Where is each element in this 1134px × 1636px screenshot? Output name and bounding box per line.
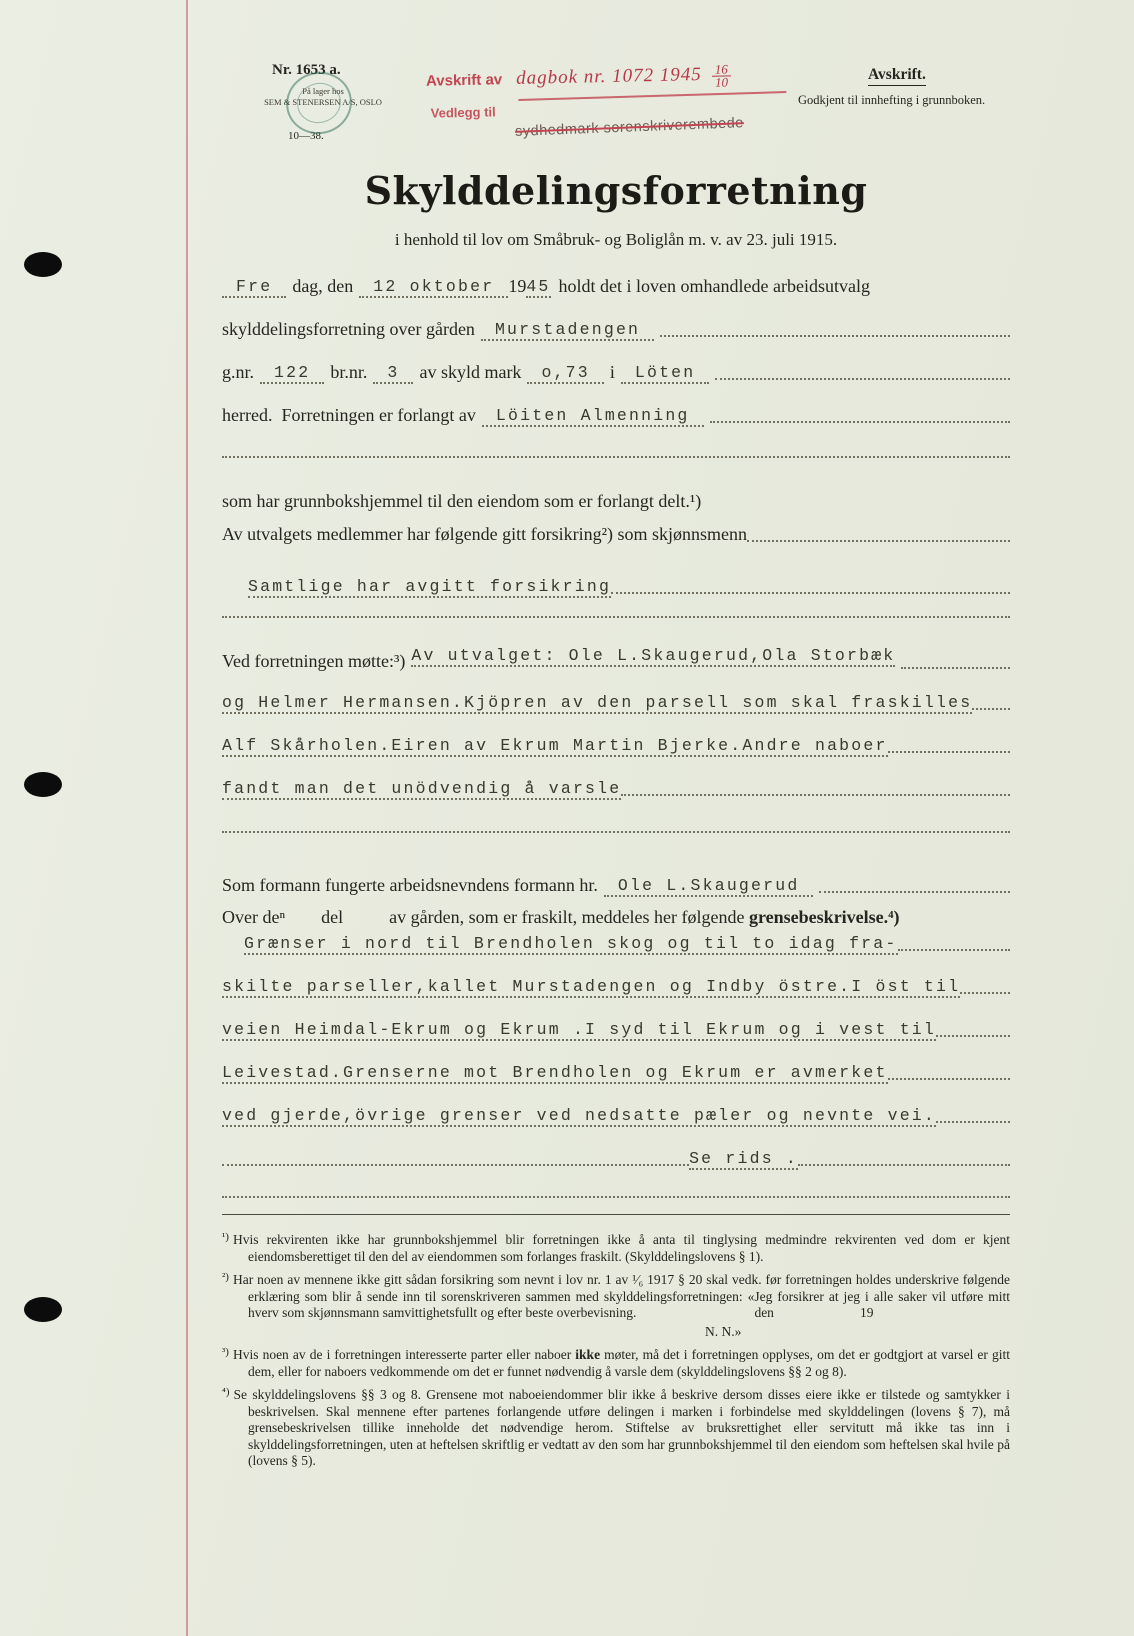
dotted-fill [611, 586, 1010, 594]
red-underline-stroke [518, 91, 786, 101]
typed-attendees-4: fandt man det unödvendig å varsle [222, 779, 622, 798]
printed-forsikring: Av utvalgets medlemmer har følgende gitt forsikring²) som skjønnsmenn [222, 524, 747, 544]
form-line-blank [222, 448, 1010, 472]
typed-boundary-4: Leivestad.Grenserne mot Brendholen og Ekrum er avmerket [222, 1063, 888, 1082]
printed-over-garden: skylddelingsforretning over gården [222, 319, 475, 339]
typed-weekday: Fre [222, 277, 286, 298]
dotted-fill [747, 534, 1010, 542]
printed-formann: Som formann fungerte arbeidsnevndens formann hr. [222, 875, 598, 895]
boundary-desc-line-5 [222, 1107, 1010, 1131]
dotted-fill [819, 885, 1010, 893]
typed-attendees-1: Av utvalget: Ole L.Skaugerud,Ola Storbæk [411, 646, 896, 665]
typed-boundary-2: skilte parseller,kallet Murstadengen og Indby östre.I öst til [222, 977, 961, 996]
printed-over-den: Over deⁿ [222, 907, 286, 927]
form-line-requested-by [222, 405, 1010, 429]
footnote-3-bold-word: ikke [575, 1347, 601, 1362]
typed-gnr-value: 122 [260, 363, 324, 384]
dotted-fill [222, 1190, 1010, 1198]
dotted-fill [222, 1158, 689, 1166]
printer-line1: På lager hos [302, 86, 344, 96]
punch-hole-icon [24, 1297, 62, 1322]
typed-brnr-value: 3 [373, 363, 413, 384]
dotted-fill [222, 610, 1010, 618]
boundary-desc-line-1 [222, 935, 1010, 959]
print-code: 10—38. [288, 130, 324, 142]
footnote-2-den: den [754, 1305, 774, 1320]
dotted-fill [888, 1072, 1010, 1080]
struck-through-stamp-text: sydhedmark sorenskriverembede [514, 115, 745, 140]
round-stamp-inner-ring [293, 78, 345, 127]
dotted-fill [898, 943, 1011, 951]
form-line-forsikring [222, 524, 1010, 548]
red-date-numerator: 16 [712, 63, 731, 76]
typed-requester: Löiten Almenning [482, 406, 704, 427]
dotted-fill [621, 788, 1010, 796]
footnote-2 [222, 1269, 1010, 1322]
typed-boundary-5: ved gjerde,övrige grenser ved nedsatte pæler og nevnte vei. [222, 1106, 936, 1125]
footnote-2-marker: ²) [222, 1271, 229, 1283]
printed-herred-forlangt-av: herred. Forretningen er forlangt av [222, 405, 476, 425]
boundary-desc-line-2 [222, 978, 1010, 1002]
form-line-farm [222, 319, 1010, 343]
boundary-desc-line-4 [222, 1064, 1010, 1088]
printed-i: i [609, 362, 615, 382]
dotted-fill [222, 825, 1010, 833]
form-line-chairman [222, 875, 1010, 899]
printed-holdt-det: holdt det i loven omhandlede arbeidsutvalg [558, 276, 870, 296]
dotted-fill [715, 372, 1010, 380]
footnote-4-marker: ⁴) [222, 1386, 230, 1398]
typed-boundary-3: veien Heimdal-Ekrum og Ekrum .I syd til Ekrum og i vest til [222, 1020, 936, 1039]
form-line-attendees-4 [222, 780, 1010, 804]
printed-brnr: br.nr. [330, 362, 368, 382]
typed-skyld-mark-value: o,73 [527, 363, 603, 384]
boundary-desc-line-6 [222, 1150, 1010, 1174]
form-line-boundary-intro [222, 907, 1010, 931]
typed-date: 12 oktober [359, 277, 508, 298]
form-body [222, 276, 1010, 1231]
typed-se-rids: Se rids . [689, 1149, 798, 1168]
typed-attendees-3: Alf Skårholen.Eiren av Ekrum Martin Bjerke.Andre naboer [222, 736, 888, 755]
typed-farm-name: Murstadengen [481, 320, 654, 341]
form-line-hjemmel [222, 491, 1010, 515]
printer-line2: SEM & STENERSEN A/S, OSLO [264, 97, 382, 107]
red-handwritten-date [712, 63, 732, 88]
printed-av-garden: av gården, som er fraskilt, meddeles her følgende [389, 907, 750, 927]
approval-text: Godkjent til innhefting i grunnboken. [798, 93, 986, 107]
form-number: Nr. 1653 a. [272, 62, 341, 78]
punch-hole-icon [24, 252, 62, 277]
form-line-attendees [222, 646, 1010, 675]
form-line-attendees-3 [222, 737, 1010, 761]
page-subtitle: i henhold til lov om Småbruk- og Boliglån m. v. av 23. juli 1915. [394, 230, 838, 249]
footnote-4-text: Se skylddelingslovens §§ 3 og 8. Grensene mot naboeiendommer blir ikke å beskrive dersom disses eiere ikke er tilstede og samtykker i beskrivelsen. Skal mennene efter partenes forlangende utføre delingen i marken i forbindelse med skylddelingen (lovens § 7), må grensebeskrivelsen tillike inneholde det nødvendige herom. Stiftelse av bruksrettighet eller servitutt må ikke tas inn i skylddelingsforretningen, uten at heftelsen skriftlig er vedtatt av den som har grunnbokshjemmel til den eiendom som heftelsen skal hvile på (lovens § 5). [233, 1387, 1010, 1468]
red-margin-line [186, 0, 188, 1636]
dotted-fill [936, 1115, 1010, 1123]
printed-dag-den: dag, den [292, 276, 354, 296]
form-line-blank [222, 1188, 1010, 1212]
typed-chairman-name: Ole L.Skaugerud [604, 876, 814, 897]
dotted-fill [888, 745, 1010, 753]
printed-grunnbokshjemmel: som har grunnbokshjemmel til den eiendom som er forlangt delt.¹) [222, 491, 702, 511]
footnote-2-signature: N. N.» [705, 1323, 742, 1339]
footnote-1-marker: ¹) [222, 1231, 229, 1243]
printed-ved-forretningen: Ved forretningen møtte:³) [222, 651, 406, 671]
page-title: Skylddelingsforretning [364, 168, 868, 213]
footnote-separator-rule [222, 1214, 1010, 1215]
footnotes [222, 1229, 1010, 1474]
form-line-blank [222, 608, 1010, 632]
boundary-desc-line-3 [222, 1021, 1010, 1045]
dotted-fill [222, 450, 1010, 458]
footnote-3 [222, 1344, 1010, 1380]
footnote-1-text: Hvis rekvirenten ikke har grunnbokshjemmel blir forretningen ikke å anta til tinglysing medmindre rekvirenten ved dom er kjent eiendomsberettiget til den del av eiendommen som forlanges fraskilt. (Skylddelingslovens § 1). [232, 1232, 1010, 1264]
red-annotations [425, 61, 786, 140]
dotted-fill [710, 415, 1010, 423]
dotted-fill [936, 1029, 1010, 1037]
form-line-samtlige [222, 578, 1010, 602]
printed-av-skyld-mark: av skyld mark [419, 362, 522, 382]
footnote-3-marker: ³) [222, 1346, 229, 1358]
red-stamp-vedlegg-til: Vedlegg til [430, 104, 496, 121]
printed-del: del [321, 907, 344, 927]
dotted-fill [901, 661, 1010, 669]
footnote-1 [222, 1229, 1010, 1265]
typed-samtlige: Samtlige har avgitt forsikring [248, 577, 612, 596]
typed-boundary-1: Grænser i nord til Brendholen skog og til to idag fra- [244, 934, 898, 953]
form-line-date [222, 276, 1010, 300]
form-line-blank [222, 823, 1010, 847]
footnote-3-text-pre: Hvis noen av de i forretningen interesserte parter eller naboer [232, 1347, 576, 1362]
form-line-gnr-brnr [222, 362, 1010, 386]
red-date-denominator: 10 [714, 74, 729, 90]
footnote-3-text-post: møter, må det i forretningen opplyses, om det er godtgjort at varsel er gitt dem, eller for naboers vedkommende om det er funnet nødvendig å varsle dem (skylddelingslovens §§ 2 og 8). [248, 1347, 1011, 1379]
red-handwriting: dagbok nr. 1072 1945 [515, 64, 703, 90]
typed-attendees-2: og Helmer Hermansen.Kjöpren av den parsell som skal fraskilles [222, 693, 973, 712]
footnote-2-year: 19 [859, 1305, 874, 1320]
dotted-fill [960, 986, 1010, 994]
red-stamp-avskrift-av: Avskrift av [425, 71, 503, 90]
footnote-4 [222, 1384, 1010, 1470]
dotted-fill [972, 702, 1010, 710]
copy-label: Avskrift. [868, 66, 926, 86]
dotted-fill [798, 1158, 1010, 1166]
printed-century: 19 [508, 276, 527, 296]
dotted-fill [660, 329, 1010, 337]
form-line-attendees-2 [222, 694, 1010, 718]
punch-hole-icon [24, 772, 62, 797]
printed-gnr: g.nr. [222, 362, 255, 382]
typed-year: 45 [526, 277, 551, 296]
typed-municipality: Löten [621, 363, 710, 384]
printed-grensebeskrivelse: grensebeskrivelse.⁴) [749, 907, 900, 927]
footnote-2-text: Har noen av mennene ikke gitt sådan forsikring som nevnt i lov nr. 1 av ¹⁄₆ 1917 § 20 skal vedk. før forretningen holdes underskrive følgende erklæring som blir å sende inn til sorenskriveren sammen med skylddelingsforretningen: «Jeg forsikrer at jeg i alle saker vil utføre mitt hverv som skjønnsmann samvittighetsfullt og efter beste overbevisning. [232, 1272, 1010, 1320]
